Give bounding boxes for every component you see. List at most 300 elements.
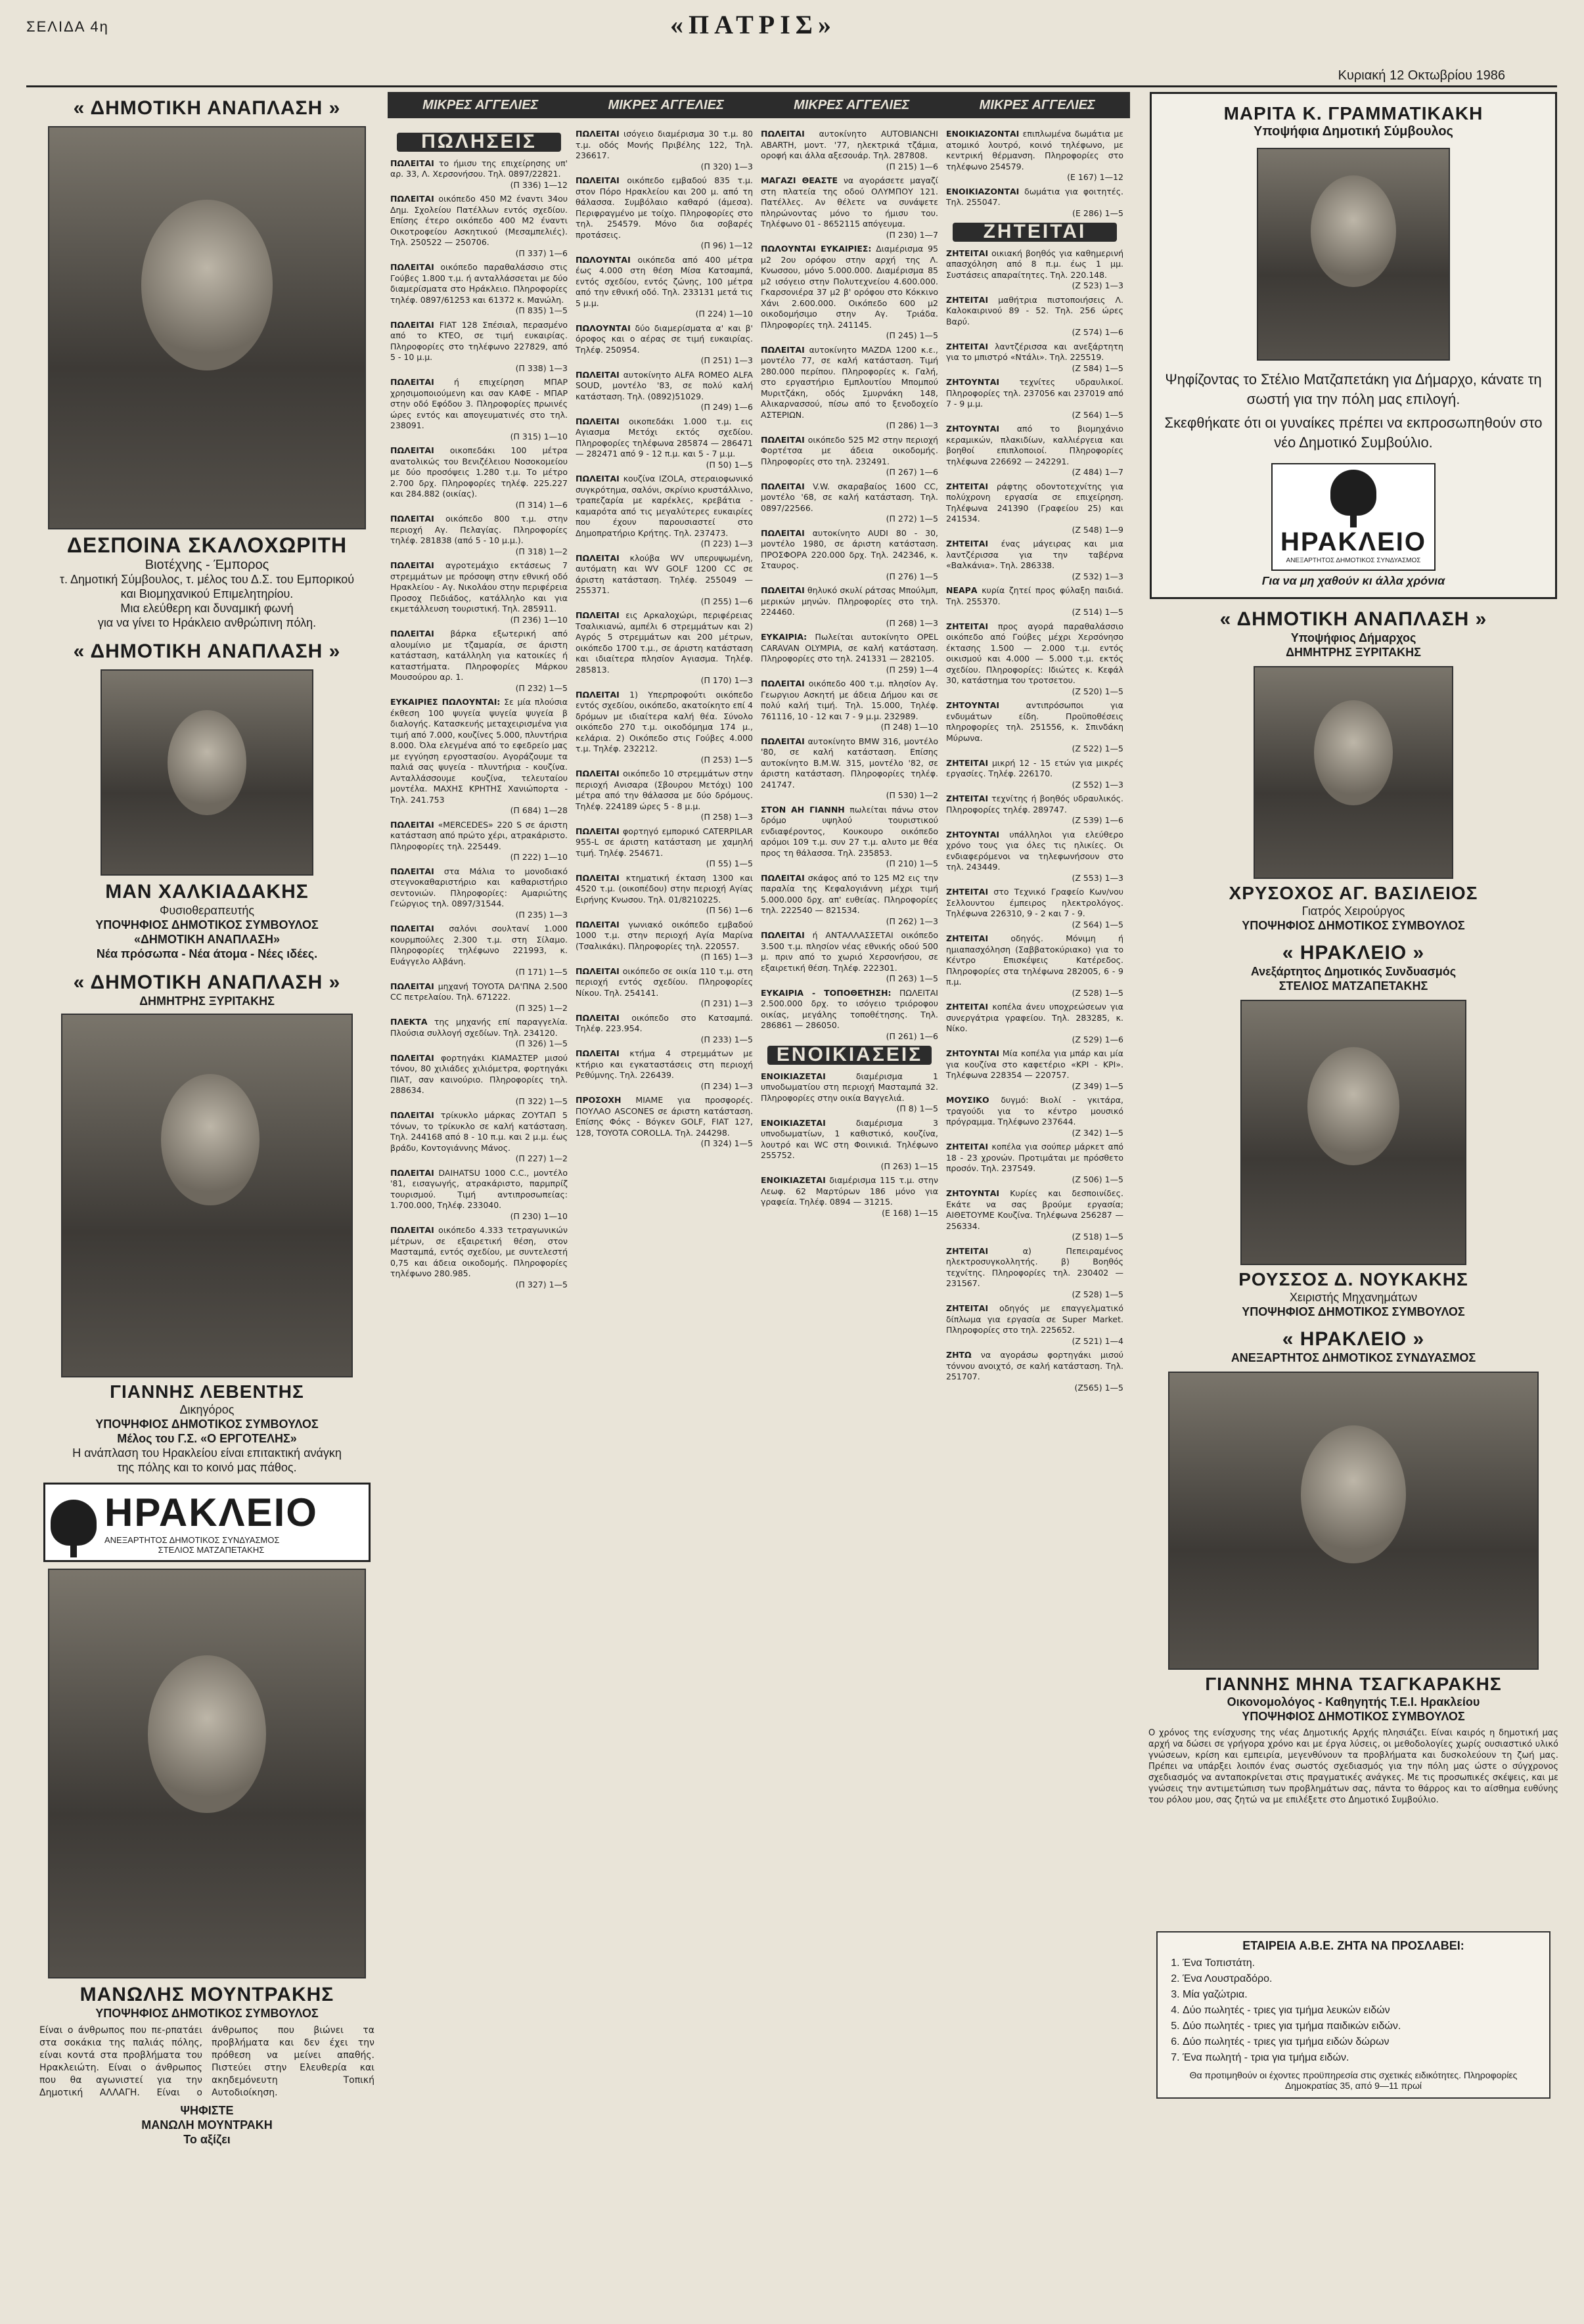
- ad-keyword: ΖΗΤΕΙΤΑΙ: [946, 793, 989, 803]
- ad-body: τεχνίτης ή βοηθός υδραυλικός. Πληροφορίες τηλέφ. 289747.: [946, 793, 1123, 815]
- ad-keyword: ΖΗΤΟΥΝΤΑΙ: [946, 1188, 1000, 1198]
- classified-ad: [946, 1188, 1123, 1243]
- classified-ad: [946, 481, 1123, 536]
- ad-keyword: ΖΗΤΟΥΝΤΑΙ: [946, 1048, 1000, 1058]
- ad-body: αντιπρόσωποι για ενδυμάτων είδη. Προϋποθέσεις πληροφορίες τηλ. 251556, κ. Σπινδάκη Μύρωνα.: [946, 700, 1123, 743]
- classified-ad: [946, 621, 1123, 698]
- logo-text: ΗΡΑΚΛΕΙΟ: [1280, 527, 1426, 556]
- ad-body: από το βιομηχάνιο κεραμικών, πλακιδίων, καλλιέργεια και βοηθοί επιπλοποιοί. Πληροφορίες τηλέφωνα 226692 — 242291.: [946, 424, 1123, 466]
- slogan: Για να μη χαθούν κι άλλα χρόνια: [1261, 574, 1445, 587]
- ad-reference: (Π 210) 1—5: [886, 859, 938, 868]
- ad-reference: (Ζ 528) 1—5: [1072, 987, 1123, 998]
- classified-ad: [390, 560, 568, 625]
- campaign-text: Σκεφθήκατε ότι οι γυναίκες πρέπει να εκπροσωπηθούν στο νέο Δημοτικό Συμβούλιο.: [1164, 414, 1543, 451]
- portrait-face: [141, 200, 273, 370]
- classified-ad: [576, 966, 753, 1010]
- candidate-profession: Γιατρός Χειρούργος: [1301, 905, 1405, 918]
- candidate-statement: Είναι ο άνθρωπος που πε-ρπατάει στα σοκάκια της παλιάς πόλης, είναι κοντά στα προβλήματα του Ηρακλειώτη. Είναι ο άνθρωπος που θα αγωνιστεί για την Δημοτική ΑΛΛΑΓΗ. Είναι ο άνθρωπος που βιώνει τα προβλήματα και δεν έχει την πρόθεση να μείνει απαθής. Πιστεύει στην Ελευθερία και ακηδεμόνευτη Τοπική Αυτοδιοίκηση.: [39, 2025, 374, 2098]
- ad-body: στο Τεχνικό Γραφείο Κων/νου Σελλουντου έμπειρος ηλεκτρολόγος. Τηλέφωνα 226310, 9 - 2 και 7 - 9.: [946, 887, 1123, 918]
- ad-reference: (Π 268) 1—3: [886, 617, 938, 628]
- heraklion-logo: [43, 1483, 371, 1562]
- classified-ad: [390, 262, 568, 317]
- section-title: « ΔΗΜΟΤΙΚΗ ΑΝΑΠΛΑΣΗ »: [1219, 608, 1487, 630]
- ad-keyword: ΝΕΑΡΑ: [946, 585, 978, 595]
- classifieds-section: [388, 92, 1130, 2319]
- ad-reference: (Π 318) 1—2: [515, 546, 568, 556]
- ad-body: μαθήτρια πιστοποιήσεις Λ. Καλοκαιρινού 89 - 52. Τηλ. 256 ώρες Βαρύ.: [946, 294, 1123, 326]
- classified-ad: [946, 187, 1123, 219]
- ad-keyword: ΖΗΤΕΙΤΑΙ: [946, 621, 989, 631]
- tree-icon: [1330, 470, 1376, 516]
- candidate-role: ΥΠΟΨΗΦΙΟΣ ΔΗΜΟΤΙΚΟΣ ΣΥΜΒΟΥΛΟΣ: [1242, 919, 1465, 932]
- classified-ad: [390, 1110, 568, 1165]
- ad-keyword: ΖΗΤΕΙΤΑΙ: [946, 1142, 989, 1151]
- ad-reference: (Π 338) 1—3: [515, 363, 568, 373]
- ad-keyword: ΠΩΛΕΙΤΑΙ: [576, 872, 620, 883]
- ad-keyword: ΠΩΛΕΙΤΑΙ: [576, 826, 620, 836]
- logo-text: ΗΡΑΚΛΕΙΟ: [104, 1490, 318, 1534]
- candidate-line: Μέλος του Γ.Σ. «Ο ΕΡΓΟΤΕΛΗΣ»: [117, 1432, 297, 1445]
- ad-keyword: ΕΝΟΙΚΙΑΖΕΤΑΙ: [761, 1071, 826, 1081]
- classified-ad: [946, 248, 1123, 292]
- ad-keyword: ΖΗΤΕΙΤΑΙ: [946, 341, 989, 351]
- ad-keyword: ΣΤΟΝ ΑΗ ΓΙΑΝΝΗ: [761, 804, 845, 815]
- ad-keyword: ΠΡΟΣΟΧΗ: [576, 1095, 622, 1105]
- classified-ad: [576, 1095, 753, 1150]
- ad-body: οικόπεδο εμβαδού 835 τ.μ. στον Πόρο Ηρακλείου και 200 μ. από τη θάλασσα. Συμβόλαιο καθαρό (άμεσα). Περιφραγμένο με τοίχο. Πληροφορίες στο τηλ. 254579. Μόνο δια σοβαρές προτάσεις.: [576, 175, 753, 240]
- portrait-face: [148, 1655, 266, 1813]
- candidate-photo: [48, 1569, 366, 1978]
- classified-ad: [761, 435, 938, 478]
- ad-keyword: ΠΩΛΕΙΤΑΙ: [761, 736, 805, 746]
- classified-ad: [576, 370, 753, 413]
- ad-reference: (Π 253) 1—5: [700, 754, 753, 765]
- classified-ad: [761, 1175, 938, 1218]
- section-subtitle: ΣΤΕΛΙΟΣ ΜΑΤΖΑΠΕΤΑΚΗΣ: [1279, 979, 1428, 993]
- classified-ad: [761, 345, 938, 432]
- ad-reference: (Π 231) 1—3: [700, 998, 753, 1008]
- ad-keyword: ΠΩΛΕΙΤΑΙ: [576, 769, 620, 778]
- ad-body: μηχανή TOYOTA DA'ΠΝΑ 2.500 CC πετρελαίου. Τηλ. 671222.: [390, 981, 568, 1002]
- classified-ad: [761, 481, 938, 525]
- classified-ad: [761, 988, 938, 1042]
- candidate-name: ΧΡΥΣΟΧΟΣ ΑΓ. ΒΑΣΙΛΕΙΟΣ: [1229, 883, 1478, 903]
- ad-keyword: ΠΩΛΕΙΤΑΙ: [761, 585, 805, 595]
- ad-keyword: ΠΛΕΚΤΑ: [390, 1017, 428, 1027]
- classified-ad: [761, 1118, 938, 1173]
- classified-ad: [946, 700, 1123, 755]
- ad-body: δωμάτια για φοιτητές. Τηλ. 255047.: [946, 186, 1123, 207]
- ad-keyword: ΠΩΛΕΙΤΑΙ: [390, 981, 434, 991]
- ad-keyword: ΠΩΛΕΙΤΑΙ: [761, 527, 805, 538]
- ad-reference: (Π 248) 1—10: [880, 722, 938, 732]
- ad-keyword: ΖΗΤΩ: [946, 1350, 972, 1360]
- ad-reference: (Π 263) 1—15: [880, 1161, 938, 1171]
- ad-reference: (Π 232) 1—5: [515, 682, 568, 693]
- ad-reference: (Ζ 564) 1—5: [1072, 409, 1123, 420]
- ad-reference: (Π 325) 1—2: [515, 1002, 568, 1013]
- ad-body: οδηγός. Μόνιμη ή ημιαπασχόληση (Σαββατοκύριακο) για το Κέντρο Επισκέψεις Κατέρεδος. Πληροφορίες στα τηλέφωνα 282005, 6 - 9 π.μ.: [946, 933, 1123, 987]
- ad-reference: (Ζ 520) 1—5: [1072, 686, 1123, 696]
- ad-reference: (Ζ 552) 1—3: [1072, 779, 1123, 790]
- ad-keyword: ΖΗΤΕΙΤΑΙ: [946, 933, 989, 943]
- section-subtitle: Ανεξάρτητος Δημοτικός Συνδυασμός: [1250, 965, 1457, 978]
- classified-ad: [576, 129, 753, 172]
- ad-keyword: ΠΩΛΟΥΝΤΑΙ ΕΥΚΑΙΡΙΕΣ:: [761, 244, 872, 254]
- logo-subtitle: ΑΝΕΞΑΡΤΗΤΟΣ ΔΗΜΟΤΙΚΟΣ ΣΥΝΔΥΑΣΜΟΣ: [1286, 557, 1421, 564]
- ad-keyword: ΖΗΤΕΙΤΑΙ: [946, 1303, 989, 1313]
- ad-keyword: ΠΩΛΕΙΤΑΙ: [390, 1052, 434, 1063]
- ad-keyword: ΠΩΛΕΙΤΑΙ: [576, 369, 620, 380]
- list-item: 3. Μία γαζώτρια.: [1183, 1987, 1543, 2003]
- classified-ad: [761, 679, 938, 733]
- classified-ad: [390, 697, 568, 816]
- ad-reference: (Π 258) 1—3: [700, 812, 753, 822]
- ad-reference: (Π 171) 1—5: [515, 967, 568, 977]
- ad-body: οικόπεδο 400 τ.μ. πλησίον Αγ. Γεωργιου Ασκητή με άδεια Δήμου και σε πολύ καλή τιμή. Τηλ. 15.000, Τηλέφ. 761116, 10 - 12 και 7 - 9 μ.μ. 232989.: [761, 679, 938, 721]
- ad-keyword: ΖΗΤΟΥΝΤΑΙ: [946, 829, 1000, 839]
- classified-ad: [390, 981, 568, 1014]
- section-subtitle: ΔΗΜΗΤΡΗΣ ΞΥΡΙΤΑΚΗΣ: [1286, 646, 1421, 659]
- ad-body: «MERCEDES» 220 S σε άριστη κατάσταση από πρώτο χέρι, ατρακάριστο. Πληροφορίες τηλ. 225449.: [390, 819, 568, 851]
- ad-reference: (Ζ 584) 1—5: [1072, 363, 1123, 373]
- ad-keyword: ΠΩΛΕΙΤΑΙ: [390, 262, 434, 272]
- ad-reference: (Π 251) 1—3: [700, 355, 753, 365]
- classified-ad: [390, 629, 568, 694]
- classified-ad: [390, 194, 568, 259]
- candidate-profession: Οικονομολόγος - Καθηγητής Τ.Ε.Ι. Ηρακλείου: [1227, 1695, 1480, 1709]
- ad-body: Κυρίες και δεσποινίδες. Εκάτε να σας βρούμε εργασία; ΑΙΘΕΤΟΥΜΕ Κουζίνα. Τηλέφωνα 256287 — 256334.: [946, 1188, 1123, 1231]
- ad-body: αυτοκίνητο MAZDA 1200 κ.ε., μοντέλο 77, σε καλή κατάσταση. Τιμή 280.000 περίπου. Πληροφορίες κ. Γαλή, στο εργαστήριο Εμπλουτίου Μπομπού Μυριτζάκη, οδός Σμυρνάκη 148, Αλικαρνασσού, πίσω από το ξενοδοχείο ΑΣΤΕΡΙΩΝ.: [761, 344, 938, 420]
- ad-keyword: ΖΗΤΕΙΤΑΙ: [946, 294, 989, 305]
- portrait-face: [161, 1074, 260, 1205]
- classified-ad: [761, 528, 938, 583]
- ad-body: μικρή 12 - 15 ετών για μικρές εργασίες. Τηλέφ. 226170.: [946, 757, 1123, 778]
- ad-keyword: ΖΗΤΟΥΝΤΑΙ: [946, 424, 1000, 434]
- section-title: « ΔΗΜΟΤΙΚΗ ΑΝΑΠΛΑΣΗ »: [73, 97, 341, 119]
- classified-ad: [390, 158, 568, 191]
- ad-keyword: ΠΩΛΕΙΤΑΙ: [576, 1048, 620, 1058]
- ad-body: οικόπεδο 525 Μ2 στην περιοχή Φορτέτσα με άδεια οικοδομής. Πληροφορίες στο τηλ. 232491.: [761, 434, 938, 466]
- candidate-name: ΡΟΥΣΣΟΣ Δ. ΝΟΥΚΑΚΗΣ: [1238, 1269, 1468, 1289]
- candidate-line: και Βιομηχανικού Επιμελητηρίου.: [120, 587, 294, 600]
- ad-reference: (Π 227) 1—2: [515, 1153, 568, 1163]
- classified-ad: [390, 1017, 568, 1050]
- campaign-ad: [1150, 92, 1557, 599]
- ad-body: βάρκα εξωτερική από αλουμίνιο με τζαμαρία, σε άριστη κατάσταση, κατάλληλη για κατοικίες ή καταστήματα. Πληροφορίες Μάρκου Μουσούρου αρ. 1.: [390, 629, 568, 682]
- ad-body: ράφτης οδοντοτεχνίτης για πολύχρονη εργασία σε επιχείρηση. Τηλέφωνα 241390 (Γραφείου 25) και 241534.: [946, 481, 1123, 524]
- vote-tail: Το αξίζει: [183, 2133, 231, 2146]
- ad-body: φορτηγό εμπορικό CATERPILAR 955-L σε άριστη κατάσταση με χαμηλή τιμή. Τηλέφ. 254671.: [576, 826, 753, 858]
- ad-reference: (Π 224) 1—10: [695, 309, 753, 319]
- ad-keyword: ΠΩΛΕΙΤΑΙ: [390, 866, 434, 876]
- ad-keyword: ΖΗΤΕΙΤΑΙ: [946, 1002, 989, 1012]
- ad-body: κοπέλα για σούπερ μάρκετ από 18 - 23 χρονών. Προτιμάται με πρόσθετο προσόν. Τηλ. 237549.: [946, 1142, 1124, 1173]
- classified-ad: [946, 1246, 1123, 1301]
- ad-keyword: ΠΩΛΕΙΤΑΙ: [390, 514, 434, 524]
- section-title: « ΗΡΑΚΛΕΙΟ »: [1282, 1328, 1425, 1350]
- ad-reference: (Π 96) 1—12: [700, 240, 753, 250]
- ad-body: κοπέλα άνευ υποχρεώσεων για συνεργάτρια γραφείου. Τηλ. 283285, κ. Νίκο.: [946, 1002, 1123, 1033]
- classified-ad: [761, 736, 938, 801]
- vote-name: ΜΑΝΩΛΗ ΜΟΥΝΤΡΑΚΗ: [141, 2118, 273, 2132]
- ad-body: Πωλείται αυτοκίνητο OPEL CARAVAN OLYMPIA, σε καλή κατάσταση. Πληροφορίες στο τηλ. 241331 — 282105.: [761, 632, 938, 663]
- ad-reference: (Ε 167) 1—12: [1067, 172, 1123, 182]
- ad-keyword: ΠΩΛΕΙΤΑΙ: [390, 560, 434, 570]
- ad-keyword: ΕΝΟΙΚΙΑΖΟΝΤΑΙ: [946, 129, 1020, 139]
- classified-ad: [390, 514, 568, 557]
- ad-reference: (Ζ 342) 1—5: [1072, 1127, 1123, 1138]
- ad-reference: (Π 234) 1—3: [700, 1081, 753, 1091]
- classified-ad: [946, 1350, 1123, 1393]
- classified-ad: [761, 244, 938, 342]
- candidate-line: της πόλης και το κοινό μας πάθος.: [117, 1461, 297, 1474]
- banner-label: ΜΙΚΡΕΣ ΑΓΓΕΛΙΕΣ: [794, 97, 910, 112]
- ad-body: α) Πεπειραμένος ηλεκτροσυγκολλητής. β) Βοηθός τεχνίτης. Πληροφορίες τηλ. 230402 — 231567.: [946, 1245, 1123, 1288]
- ad-keyword: ΠΩΛΕΙΤΑΙ: [390, 1110, 434, 1120]
- classified-ad: [576, 690, 753, 766]
- ad-reference: (Π 233) 1—5: [700, 1034, 753, 1044]
- ad-reference: (Π 326) 1—5: [515, 1039, 568, 1048]
- ad-keyword: ΠΩΛΕΙΤΑΙ: [576, 689, 620, 700]
- candidate-profession: Δικηγόρος: [179, 1403, 235, 1416]
- ad-body: V.W. σκαραβαίος 1600 CC, μοντέλο '68, σε καλή κατάσταση. Τηλ. 0897/22566.: [761, 481, 938, 513]
- rent-heading: ΕΝΟΙΚΙΑΣΕΙΣ: [767, 1046, 932, 1065]
- ad-keyword: ΠΩΛΕΙΤΑΙ: [761, 481, 805, 491]
- list-item: 2. Ένα Λουστραδόρο.: [1183, 1971, 1543, 1987]
- classified-ad: [946, 295, 1123, 338]
- ad-body: οικόπεδο σε οικία 110 τ.μ. στη περιοχή εντός σχεδίου. Πληροφορίες Νίκου. Τηλ. 254141.: [576, 966, 753, 998]
- ad-reference: (Π 50) 1—5: [706, 459, 753, 470]
- section-subtitle: ΑΝΕΞΑΡΤΗΤΟΣ ΔΗΜΟΤΙΚΟΣ ΣΥΝΔΥΑΣΜΟΣ: [1231, 1351, 1476, 1364]
- candidate-line: ΥΠΟΨΗΦΙΟΣ ΔΗΜΟΤΙΚΟΣ ΣΥΜΒΟΥΛΟΣ: [95, 918, 319, 931]
- ad-reference: (Π 320) 1—3: [700, 161, 753, 171]
- ad-keyword: ΠΩΛΕΙΤΑΙ: [761, 872, 805, 883]
- ad-keyword: ΠΩΛΕΙΤΑΙ: [390, 158, 434, 168]
- ad-reference: (Π 272) 1—5: [886, 514, 938, 524]
- candidate-profession: Βιοτέχνης - Έμπορος: [145, 558, 269, 572]
- classified-ad: [390, 320, 568, 374]
- list-item: 7. Ένα πωλητή - τρια για τμήμα ειδών.: [1183, 2050, 1543, 2066]
- ad-keyword: ΠΩΛΕΙΤΑΙ: [576, 919, 620, 929]
- ad-reference: (Π 530) 1—2: [886, 790, 938, 800]
- classified-column: [946, 129, 1123, 1397]
- ad-reference: (Π 230) 1—7: [886, 229, 938, 240]
- ad-body: εις Αρκαλοχώρι, περιφέρειας Τσαλικιανώ, αμπέλι 6 στρεμμάτων και 2) Αγρός 5 στρεμμάτων και 200 μέτρων, οικόπεδο 1700 τ.μ., σε άριστη κατάσταση και ιδιαίτερα πλησίον Αγιασμα. Τηλέφ. 285813.: [576, 610, 753, 675]
- classified-ad: [946, 585, 1123, 618]
- section-subtitle: Υποψήφιος Δήμαρχος: [1290, 631, 1416, 644]
- ad-keyword: ΠΩΛΕΙΤΑΙ: [576, 552, 620, 563]
- ad-reference: (Π 336) 1—12: [510, 179, 568, 190]
- ad-body: κλούβα WV υπερυψωμένη, αυτόματη και WV GOLF 1200 CC σε άριστη κατάσταση. Τηλέφ. 255049 — 255371.: [576, 552, 753, 595]
- ad-keyword: ΠΩΛΕΙΤΑΙ: [576, 175, 620, 185]
- ad-keyword: ΠΩΛΕΙΤΑΙ: [390, 629, 434, 638]
- ad-body: ή ΑΝΤΑΛΛΑΣΣΕΤΑΙ οικόπεδο 3.500 τ.μ. πλησίον νέας εθνικής οδού 500 μ. πριν από το χωριό Χερσονήσου, σε εξαιρετική θέση. Τηλέφ. 222301.: [761, 930, 938, 973]
- ad-body: ΜΙΑΜΕ για προσφορές. ΠΟΥΛΑΟ ASCONES σε άριστη κατάσταση. Επίσης Φόκς - Βόγκεν GOLF, FIAT 127, 128, TOYOTA COROLLA. Τηλ. 244298.: [576, 1095, 753, 1138]
- ad-keyword: ΠΩΛΕΙΤΑΙ: [576, 474, 620, 483]
- ad-body: οδηγός με επαγγελματικό δίπλωμα για εργασία σε Super Market. Πληροφορίες στο τηλ. 225652.: [946, 1303, 1123, 1335]
- classified-ad: [946, 830, 1123, 884]
- ad-keyword: ΜΟΥΣΙΚΟ: [946, 1095, 989, 1105]
- ad-body: αυτοκίνητο AUDI 80 - 30, μοντέλο 1980, σε άριστη κατάσταση. ΠΡΟΣΦΟΡΑ 220.000 δρχ. Τηλ. 242346, κ. Σταυρος.: [761, 527, 938, 570]
- ad-reference: (Ζ 548) 1—9: [1072, 524, 1123, 535]
- classified-ad: [576, 323, 753, 367]
- ad-keyword: ΖΗΤΟΥΝΤΑΙ: [946, 700, 1000, 710]
- ad-reference: (Π 315) 1—10: [510, 431, 568, 441]
- classified-ad: [390, 1053, 568, 1107]
- classified-column: [576, 129, 753, 1153]
- ad-reference: (Ζ 514) 1—5: [1072, 607, 1123, 617]
- ad-body: οικόπεδο 450 Μ2 έναντι 34ου Δημ. Σχολείου Πατέλλων εντός σχεδίου. Επίσης έτερο οικόπεδο 400 Μ2 έναντι Οικοτροφείου Ασκητικού (Μεσαμπελιές). Τηλ. 250522 — 250706.: [390, 194, 568, 247]
- ad-body: Σε μία πλούσια έκθεση 100 ψυγεία ψυγεία ψυγεία β διαλογής. Κατασκευής μεταχειρισμένα για τιμή από 7.000, κουζίνες 5.000, πλυντήρια 8.000. Όλα ελεγμένα από το εφεδρείο μας με εγγύηση εργοστασίου. Αγοράζουμε τα παλιά σας ψυγεία - πλυντήρια - κουζίνα. Ανταλλάσσουμε κουζίνα, τελευταίου μοντέλα. ΜΑΧΗΣ ΚΡΗΤΗΣ Χανιώπορτα - Τηλ. 241.753: [390, 697, 568, 805]
- ad-reference: (Π 262) 1—3: [886, 916, 938, 926]
- ad-reference: (Ζ 518) 1—5: [1072, 1232, 1123, 1241]
- ad-reference: (Ζ 521) 1—4: [1072, 1335, 1123, 1346]
- ad-body: λαντζέρισσα και ανεξάρτητη για το μπιστρό «Ντάλι». Τηλ. 225519.: [946, 341, 1123, 362]
- classified-ad: [390, 1225, 568, 1290]
- ad-reference: (Ζ 528) 1—5: [1072, 1289, 1123, 1299]
- ad-body: υπάλληλοι για ελεύθερο χρόνο τους για όλες τις ηλικίες. Οι ενδιαφερόμενοι να τηλεφωνήσουν στο τηλ. 243449.: [946, 829, 1123, 872]
- classified-ad: [946, 1002, 1123, 1045]
- classified-column: [761, 129, 938, 1222]
- candidate-name: ΜΑΡΙΤΑ Κ. ΓΡΑΜΜΑΤΙΚΑΚΗ: [1223, 103, 1483, 123]
- ad-reference: (Π 314) 1—6: [515, 499, 568, 510]
- heraklion-logo: [1271, 463, 1436, 571]
- ad-body: το ήμισυ της επιχείρησης υπ' αρ. 33, Λ. Χερσονήσου. Τηλ. 0897/22821.: [390, 158, 568, 179]
- ad-keyword: ΖΗΤΕΙΤΑΙ: [946, 539, 989, 548]
- ad-keyword: ΠΩΛΕΙΤΑΙ: [761, 679, 805, 688]
- ad-reference: (Π 222) 1—10: [510, 852, 568, 862]
- classified-ad: [576, 769, 753, 823]
- ad-body: στα Μάλια το μονοδιακό στεγνοκαθαριστήριο και καθαριστήριο σεντονιών. Πληροφορίες: Αμαριώτης Γεώργιος τηλ. 0897/31544.: [390, 866, 568, 908]
- classified-ad: [576, 255, 753, 320]
- ad-keyword: ΠΩΛΕΙΤΑΙ: [761, 434, 805, 445]
- candidate-photo: [101, 669, 313, 876]
- ad-reference: (Π 8) 1—5: [896, 1104, 938, 1113]
- candidate-line: τ. Δημοτική Σύμβουλος, τ. μέλος του Δ.Σ. του Εμπορικού: [59, 573, 355, 586]
- candidate-statement: Ο χρόνος της ενίσχυσης της νέας Δημοτικής Αρχής πλησιάζει. Είναι καιρός η δημοτική μας αρχή να δώσει σε γρήγορα χρόνο και με έργα λύσεις, οι μεθοδολογίες χωρίς ουσιαστικό υλικό γνώσεων, κρίση και εμπειρία, μεγενθύνουν τα προβλήματα και δυσκολεύουν τη ζωή μας. Πρέπει να υπάρξει λοιπόν ένας σωστός σχεδιασμός για την πόλη μας ώστε ο σύγχρονος σχεδιασμός να ανταποκρίνεται στις πραγματικές ανάγκες. Με τις προσωπικές σκέψεις, και με γνώσεις την αντιμετώπιση των προβλημάτων σας, πάντα το θάρρος και το αίσθημα ευθύνης του ρόλου μου, σας ζητώ να με επιλέξετε στο Δημοτικό Συμβούλιο.: [1148, 1728, 1558, 1805]
- ad-keyword: ΠΩΛΕΙΤΑΙ: [390, 1225, 434, 1235]
- ad-body: κτήμα 4 στρεμμάτων με κτήριο και εγκαταστάσεις στη περιοχή Ρεθύμνης. Τηλ. 226439.: [576, 1048, 753, 1080]
- classified-ad: [946, 129, 1123, 183]
- jobs-title: ΕΤΑΙΡΕΙΑ Α.Β.Ε. ΖΗΤΑ ΝΑ ΠΡΟΣΛΑΒΕΙ:: [1242, 1939, 1464, 1952]
- issue-date: Κυριακή 12 Οκτωβρίου 1986: [1338, 68, 1505, 83]
- ad-body: αυτοκίνητο BMW 316, μοντέλο '80, σε καλή κατάσταση. Επίσης αυτοκίνητο B.M.W. 315, μοντέλο '82, σε άριστη κατάσταση. Πληροφορίες τηλέφ. 241747.: [761, 736, 938, 790]
- classified-ad: [761, 585, 938, 629]
- tree-icon: [51, 1500, 97, 1546]
- candidate-name: ΓΙΑΝΝΗΣ ΜΗΝΑ ΤΣΑΓΚΑΡΑΚΗΣ: [1205, 1674, 1502, 1694]
- newspaper-title: «ΠΑΤΡΙΣ»: [670, 10, 836, 39]
- ad-keyword: ΠΩΛΕΙΤΑΙ: [390, 924, 434, 933]
- ad-keyword: ΖΗΤΕΙΤΑΙ: [946, 757, 989, 768]
- classified-ad: [390, 820, 568, 863]
- ad-body: δυγμό: Βιολί - γκιτάρα, τραγούδι για το κέντρο μουσικό πρόγραμμα. Τηλέφωνο 237644.: [946, 1095, 1123, 1127]
- sales-heading: ΠΩΛΗΣΕΙΣ: [397, 133, 561, 152]
- classified-ad: [576, 1013, 753, 1046]
- ad-body: διαμέρισμα 3 υπνοδωματίων, 1 καθιστικό, κουζίνα, λουτρό και WC στη Φοινικιά. Τηλέφωνο 255752.: [761, 1117, 938, 1160]
- candidate-role: ΥΠΟΨΗΦΙΟΣ ΔΗΜΟΤΙΚΟΣ ΣΥΜΒΟΥΛΟΣ: [1242, 1305, 1465, 1318]
- ad-reference: (Π 223) 1—3: [700, 539, 753, 548]
- classified-ad: [946, 342, 1123, 374]
- section-title: « ΔΗΜΟΤΙΚΗ ΑΝΑΠΛΑΣΗ »: [73, 640, 341, 662]
- ad-body: της μηχανής επί παραγγελία. Πλούσια συλλογή σχεδίων. Τηλ. 234120.: [390, 1017, 568, 1038]
- candidate-photo: [61, 1014, 353, 1377]
- ad-reference: (Π 236) 1—10: [510, 614, 568, 625]
- ad-body: δύο διαμερίσματα α' και β' όροφος και ο αέρας σε τιμή ευκαιρίας. Τηλέφ. 250954.: [576, 323, 753, 355]
- ad-keyword: ΕΥΚΑΙΡΙΕΣ ΠΩΛΟΥΝΤΑΙ:: [390, 697, 501, 707]
- ad-reference: (Π 56) 1—6: [706, 905, 753, 915]
- jobs-ad: [1156, 1931, 1550, 2099]
- banner-label: ΜΙΚΡΕΣ ΑΓΓΕΛΙΕΣ: [422, 97, 539, 112]
- ad-reference: (Π 337) 1—6: [515, 248, 568, 258]
- classified-ad: [946, 539, 1123, 582]
- ad-keyword: ΖΗΤΕΙΤΑΙ: [946, 887, 989, 897]
- ad-keyword: ΠΩΛΕΙΤΑΙ: [390, 377, 434, 387]
- ad-body: αυτοκίνητο AUTOBIANCHI ABARTH, μοντ. '77, ηλεκτρικά τζάμια, οροφή και άλλα αξεσουάρ. Τηλ. 287808.: [761, 129, 938, 160]
- classified-ad: [576, 553, 753, 608]
- logo-subtitle: ΣΤΕΛΙΟΣ ΜΑΤΖΑΠΕΤΑΚΗΣ: [158, 1545, 265, 1555]
- banner-label: ΜΙΚΡΕΣ ΑΓΓΕΛΙΕΣ: [608, 97, 724, 112]
- ad-reference: (Π 261) 1—6: [886, 1031, 938, 1041]
- candidate-line: για να γίνει το Ηράκλειο ανθρώπινη πόλη.: [97, 616, 317, 629]
- ad-keyword: ΠΩΛΕΙΤΑΙ: [576, 416, 620, 426]
- ad-keyword: ΕΝΟΙΚΙΑΖΕΤΑΙ: [761, 1117, 826, 1128]
- ad-keyword: ΖΗΤΕΙΤΑΙ: [946, 481, 989, 491]
- classified-ad: [761, 129, 938, 172]
- ad-keyword: ΕΥΚΑΙΡΙΑ - ΤΟΠΟΘΕΤΗΣΗ:: [761, 987, 892, 998]
- ad-reference: (Ζ 522) 1—5: [1072, 744, 1123, 753]
- page-number: ΣΕΛΙΔΑ 4η: [26, 18, 109, 35]
- candidate-line: Νέα πρόσωπα - Νέα άτομα - Νέες ιδέες.: [96, 947, 318, 960]
- portrait-face: [1307, 1047, 1399, 1165]
- logo-subtitle: ΑΝΕΞΑΡΤΗΤΟΣ ΔΗΜΟΤΙΚΟΣ ΣΥΝΔΥΑΣΜΟΣ: [104, 1535, 280, 1545]
- candidate-photo: [1240, 1000, 1466, 1265]
- section-subtitle: ΔΗΜΗΤΡΗΣ ΞΥΡΙΤΑΚΗΣ: [139, 994, 275, 1008]
- classified-ad: [946, 933, 1123, 998]
- ad-keyword: ΠΩΛΕΙΤΑΙ: [576, 966, 620, 976]
- ad-body: κτηματική έκταση 1300 και 4520 τ.μ. (οικοπέδου) στην περιοχή Αγίας Ειρήνης Κνωσου. Τηλ. 01/8210225.: [576, 872, 753, 905]
- ad-reference: (Ζ 564) 1—5: [1072, 919, 1123, 929]
- classified-ad: [946, 1095, 1123, 1138]
- ad-keyword: ΕΝΟΙΚΙΑΖΕΤΑΙ: [761, 1175, 826, 1185]
- ad-reference: (Π 276) 1—5: [886, 571, 938, 581]
- wanted-heading: ΖΗΤΕΙΤΑΙ: [953, 223, 1117, 242]
- candidate-line: «ΔΗΜΟΤΙΚΗ ΑΝΑΠΛΑΣΗ»: [133, 933, 281, 946]
- ad-keyword: ΠΩΛΕΙΤΑΙ: [390, 1167, 434, 1178]
- ad-reference: (Ζ 529) 1—6: [1072, 1034, 1123, 1044]
- classified-ad: [576, 175, 753, 252]
- ad-reference: (Π 286) 1—3: [886, 420, 938, 430]
- classified-ad: [761, 632, 938, 675]
- candidate-line: Μια ελεύθερη και δυναμική φωνή: [120, 602, 294, 615]
- ad-reference: (Π 55) 1—5: [706, 859, 753, 868]
- candidate-profession: Χειριστής Μηχανημάτων: [1289, 1291, 1418, 1304]
- ad-keyword: ΕΥΚΑΙΡΙΑ:: [761, 632, 807, 642]
- ad-reference: (Π 835) 1—5: [515, 305, 568, 315]
- ad-reference: (Ζ 539) 1—6: [1072, 815, 1123, 825]
- ad-body: FIAT 128 Σπέσιαλ, περασμένο από το ΚΤΕΟ, σε τιμή ευκαιρίας. Πληροφορίες στο τηλέφωνο 227829, από 5 - 10 μ.μ.: [390, 319, 568, 362]
- classified-ad: [390, 377, 568, 442]
- candidate-role: Υποψήφια Δημοτική Σύμβουλος: [1254, 124, 1453, 139]
- classified-ad: [946, 1142, 1123, 1185]
- classified-ad: [761, 175, 938, 240]
- classified-ad: [390, 1168, 568, 1222]
- ad-keyword: ΠΩΛΕΙΤΑΙ: [390, 819, 434, 830]
- ad-body: οικόπεδο 10 στρεμμάτων στην περιοχή Ανισαρα (Σβουρου Μετόχι) 100 μέτρα από την θάλασσα με δύο δρόμους. Τηλέφ. 224189 ώρες 5 - 8 μ.μ.: [576, 769, 753, 811]
- ad-reference: (Π 684) 1—28: [510, 805, 568, 815]
- section-title: « ΗΡΑΚΛΕΙΟ »: [1282, 942, 1425, 964]
- ad-reference: (Ζ 574) 1—6: [1072, 327, 1123, 337]
